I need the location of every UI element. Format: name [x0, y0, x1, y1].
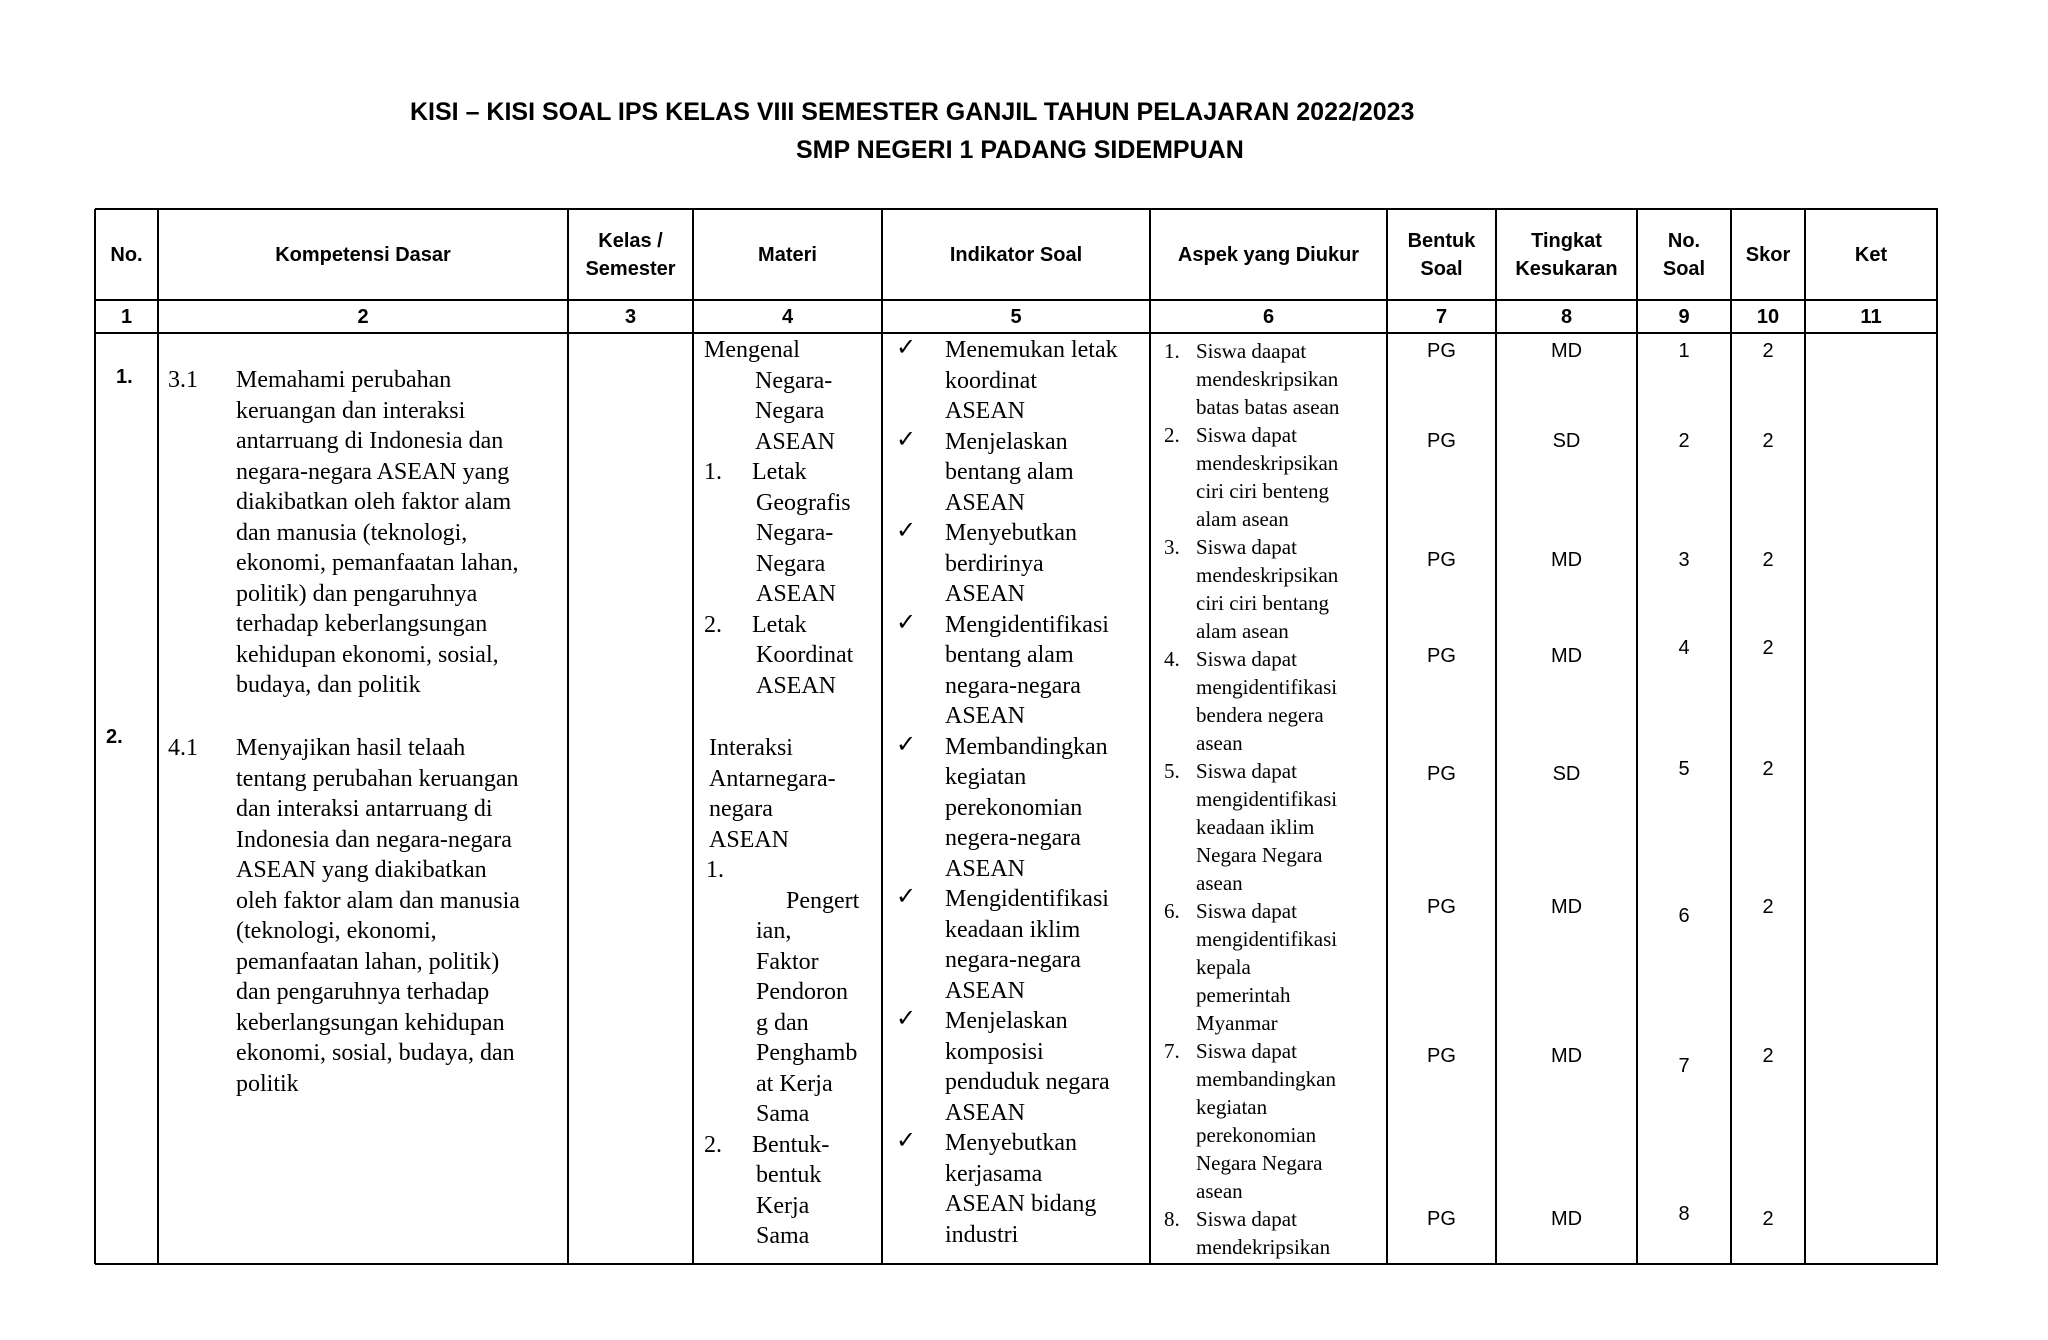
aspek-line: kegiatan [1196, 1095, 1268, 1119]
aspek-line: Siswa dapat [1196, 1039, 1297, 1063]
aspek-line: mendekripsikan [1196, 1235, 1331, 1259]
materi-item-line: ASEAN [756, 672, 837, 699]
aspek-line: ciri ciri bentang [1196, 591, 1329, 615]
materi-item-number: 1. [706, 857, 724, 883]
table-hline [95, 1263, 1938, 1265]
table-vline [1804, 209, 1806, 1264]
aspek-line: mendeskripsikan [1196, 563, 1339, 587]
aspek-number: 7. [1164, 1039, 1180, 1063]
materi-item-line: Negara [756, 550, 826, 577]
aspek-line: Siswa dapat [1196, 647, 1297, 671]
table-vline [157, 209, 159, 1264]
aspek-line: Negara Negara [1196, 843, 1323, 867]
table-hline [95, 332, 1938, 334]
header-indikator-soal: Indikator Soal [949, 243, 1083, 266]
indikator-line: ASEAN [945, 1099, 1026, 1126]
kd-text-line: ekonomi, pemanfaatan lahan, [236, 550, 519, 576]
indikator-line: negera-negara [945, 825, 1081, 851]
materi-item-line: g dan [756, 1009, 809, 1036]
skor-value: 2 [1762, 1208, 1774, 1230]
indikator-line: ASEAN bidang [945, 1191, 1097, 1217]
materi-item-line: Sama [756, 1101, 810, 1127]
kd-text-line: negara-negara ASEAN yang [236, 458, 510, 485]
no-soal-value: 5 [1678, 758, 1690, 780]
aspek-line: asean [1196, 1179, 1243, 1203]
bentuk-soal-value: PG [1427, 1045, 1456, 1067]
header-kompetensi-dasar: Kompetensi Dasar [275, 243, 451, 266]
indikator-line: keadaan iklim [945, 916, 1081, 943]
kd-text-line: tentang perubahan keruangan [236, 765, 519, 792]
table-vline [567, 209, 569, 1264]
skor-value: 2 [1762, 758, 1774, 780]
no-soal-value: 3 [1678, 549, 1690, 571]
tingkat-kesukaran-value: MD [1550, 1208, 1583, 1230]
aspek-number: 6. [1164, 899, 1180, 923]
materi-title-line: Antarnegara- [709, 765, 836, 792]
indikator-line: negara-negara [945, 672, 1081, 699]
indikator-line: Menyebutkan [945, 1130, 1077, 1156]
aspek-line: Myanmar [1196, 1011, 1278, 1035]
bentuk-soal-value: PG [1427, 763, 1456, 785]
kd-text-line: politik) dan pengaruhnya [236, 580, 478, 607]
indikator-line: Mengidentifikasi [945, 611, 1109, 638]
materi-item-line: Letak [752, 459, 807, 485]
kd-text-line: budaya, dan politik [236, 672, 421, 698]
kd-text-line: dan manusia (teknologi, [236, 519, 468, 546]
skor-value: 2 [1762, 637, 1774, 659]
check-icon: ✓ [896, 884, 917, 910]
column-number: 2 [357, 306, 369, 328]
header-bentuk-soal: Bentuk Soal [1407, 229, 1476, 280]
no-soal-value: 8 [1678, 1203, 1690, 1225]
aspek-line: pemerintah [1196, 983, 1291, 1007]
column-number: 7 [1435, 306, 1448, 328]
skor-value: 2 [1762, 896, 1774, 918]
kd-text-line: kehidupan ekonomi, sosial, [236, 641, 499, 668]
indikator-line: Menjelaskan [945, 1008, 1068, 1034]
aspek-line: Siswa dapat [1196, 759, 1297, 783]
indikator-line: koordinat [945, 367, 1037, 394]
aspek-number: 3. [1164, 535, 1180, 559]
kd-text-line: diakibatkan oleh faktor alam [236, 489, 512, 515]
materi-item-line: ASEAN [756, 581, 837, 607]
aspek-line: Siswa dapat [1196, 899, 1297, 923]
aspek-number: 2. [1164, 423, 1180, 447]
indikator-line: industri [945, 1221, 1019, 1248]
materi-item-line: Geografis [756, 489, 851, 516]
materi-item-line: at Kerja [756, 1070, 833, 1097]
materi-title-line: Mengenal [704, 337, 800, 363]
header-skor: Skor [1745, 243, 1791, 266]
kd-text-line: politik [236, 1070, 299, 1097]
kd-code: 4.1 [168, 735, 198, 761]
aspek-line: keadaan iklim [1196, 815, 1315, 839]
skor-value: 2 [1762, 430, 1774, 452]
kd-text-line: keberlangsungan kehidupan [236, 1009, 505, 1036]
check-icon: ✓ [896, 731, 917, 758]
aspek-line: ciri ciri benteng [1196, 479, 1329, 503]
skor-value: 2 [1762, 340, 1774, 362]
table-vline [1495, 209, 1497, 1264]
aspek-line: alam asean [1196, 619, 1289, 643]
column-number: 3 [624, 306, 637, 328]
kd-code: 3.1 [168, 367, 198, 393]
indikator-line: ASEAN [945, 398, 1026, 424]
row-number: 2. [106, 726, 123, 748]
materi-item-number: 2. [704, 611, 722, 638]
kd-text-line: dan pengaruhnya terhadap [236, 979, 490, 1005]
table-vline [94, 209, 96, 1264]
materi-title-line: Interaksi [709, 735, 793, 761]
aspek-line: Siswa daapat [1196, 339, 1307, 363]
materi-item-line: Penghamb [756, 1040, 858, 1066]
tingkat-kesukaran-value: MD [1550, 1045, 1583, 1067]
header-no-soal: No. Soal [1662, 229, 1706, 280]
check-icon: ✓ [896, 518, 917, 544]
column-number: 1 [120, 306, 133, 328]
materi-title-line: Negara- [755, 367, 833, 394]
indikator-line: kerjasama [945, 1160, 1043, 1187]
materi-item-line: Faktor [756, 948, 819, 975]
skor-value: 2 [1762, 549, 1774, 571]
indikator-line: Mengidentifikasi [945, 886, 1109, 912]
check-icon: ✓ [896, 335, 917, 361]
kd-text-line: ASEAN yang diakibatkan [236, 857, 487, 883]
table-vline [1730, 209, 1732, 1264]
aspek-line: Siswa dapat [1196, 535, 1297, 559]
aspek-number: 5. [1164, 759, 1180, 783]
bentuk-soal-value: PG [1427, 549, 1456, 571]
aspek-line: perekonomian [1196, 1123, 1317, 1147]
kd-text-line: oleh faktor alam dan manusia [236, 887, 520, 914]
table-vline [692, 209, 694, 1264]
column-number: 5 [1010, 306, 1022, 328]
aspek-line: Negara Negara [1196, 1151, 1323, 1175]
table-vline [1386, 209, 1388, 1264]
materi-item-line: bentuk [756, 1162, 822, 1188]
aspek-line: asean [1196, 731, 1243, 755]
tingkat-kesukaran-value: MD [1550, 645, 1583, 667]
aspek-line: asean [1196, 871, 1243, 895]
aspek-line: Siswa dapat [1196, 1207, 1297, 1231]
kd-text-line: ekonomi, sosial, budaya, dan [236, 1040, 515, 1066]
header-aspek-yang-diukur: Aspek yang Diukur [1177, 243, 1360, 266]
indikator-line: komposisi [945, 1038, 1044, 1065]
materi-item-line: Sama [756, 1223, 810, 1249]
tingkat-kesukaran-value: MD [1550, 340, 1583, 362]
no-soal-value: 7 [1678, 1055, 1690, 1077]
header-no: No. [110, 243, 143, 266]
indikator-line: Membandingkan [945, 733, 1108, 760]
column-number: 8 [1560, 306, 1573, 328]
check-icon: ✓ [896, 1006, 917, 1032]
bentuk-soal-value: PG [1427, 430, 1456, 452]
materi-item-number: 1. [704, 459, 722, 485]
table-vline [1636, 209, 1638, 1264]
tingkat-kesukaran-value: SD [1552, 430, 1581, 452]
indikator-line: berdirinya [945, 550, 1044, 577]
column-number: 6 [1262, 306, 1275, 328]
materi-item-line: Letak [752, 611, 807, 638]
column-number: 9 [1678, 306, 1690, 328]
header-materi: Materi [758, 243, 817, 266]
header-kelas-semester: Kelas / Semester [585, 229, 676, 280]
indikator-line: ASEAN [945, 703, 1026, 729]
table-vline [881, 209, 883, 1264]
aspek-line: mengidentifikasi [1196, 675, 1338, 699]
kd-text-line: keruangan dan interaksi [236, 397, 466, 424]
materi-item-line: Kerja [756, 1192, 810, 1219]
indikator-line: bentang alam [945, 459, 1074, 485]
materi-title-line: ASEAN [755, 428, 836, 455]
kd-text-line: Indonesia dan negara-negara [236, 826, 512, 853]
table-vline [1936, 209, 1938, 1264]
tingkat-kesukaran-value: MD [1550, 549, 1583, 571]
header-ket: Ket [1854, 243, 1888, 266]
indikator-line: Menyebutkan [945, 520, 1077, 546]
check-icon: ✓ [896, 609, 917, 636]
check-icon: ✓ [896, 426, 917, 453]
indikator-line: perekonomian [945, 794, 1083, 821]
bentuk-soal-value: PG [1427, 896, 1456, 918]
materi-item-line: Pendoron [756, 979, 848, 1005]
materi-item-line: Koordinat [756, 642, 854, 668]
column-number: 11 [1860, 306, 1882, 328]
bentuk-soal-value: PG [1427, 645, 1456, 667]
aspek-line: membandingkan [1196, 1067, 1336, 1091]
indikator-line: bentang alam [945, 642, 1074, 668]
materi-item-number: 2. [704, 1131, 722, 1158]
no-soal-value: 6 [1678, 905, 1690, 927]
aspek-line: Siswa dapat [1196, 423, 1297, 447]
kd-text-line: terhadap keberlangsungan [236, 611, 488, 637]
kd-text-line: Memahami perubahan [236, 367, 452, 393]
kd-text-line: (teknologi, ekonomi, [236, 918, 437, 944]
document-title-line-1: KISI – KISI SOAL IPS KELAS VIII SEMESTER GANJIL TAHUN PELAJARAN 2022/2023 [410, 98, 1415, 126]
kd-text-line: pemanfaatan lahan, politik) [236, 948, 500, 975]
skor-value: 2 [1762, 1045, 1774, 1067]
check-icon: ✓ [896, 1128, 917, 1154]
aspek-line: kepala [1196, 955, 1251, 979]
aspek-number: 8. [1164, 1207, 1180, 1231]
indikator-line: Menemukan letak [945, 337, 1118, 363]
aspek-line: mengidentifikasi [1196, 787, 1338, 811]
aspek-number: 1. [1164, 339, 1180, 363]
aspek-line: bendera negera [1196, 703, 1324, 727]
aspek-line: alam asean [1196, 507, 1289, 531]
indikator-line: ASEAN [945, 977, 1026, 1004]
bentuk-soal-value: PG [1427, 1208, 1456, 1230]
tingkat-kesukaran-value: MD [1550, 896, 1583, 918]
row-number: 1. [116, 366, 133, 388]
bentuk-soal-value: PG [1427, 340, 1456, 362]
no-soal-value: 1 [1678, 340, 1690, 362]
materi-item-line: Negara- [756, 520, 834, 546]
kd-text-line: antarruang di Indonesia dan [236, 428, 504, 454]
document-title-line-2: SMP NEGERI 1 PADANG SIDEMPUAN [796, 136, 1244, 164]
materi-item-line: Pengert [786, 887, 860, 914]
aspek-line: batas batas asean [1196, 395, 1340, 419]
column-number: 4 [781, 306, 794, 328]
kd-text-line: dan interaksi antarruang di [236, 796, 493, 822]
no-soal-value: 4 [1678, 637, 1690, 659]
materi-item-line: ian, [756, 918, 792, 944]
aspek-line: mengidentifikasi [1196, 927, 1338, 951]
indikator-line: penduduk negara [945, 1069, 1110, 1095]
aspek-line: mendeskripsikan [1196, 367, 1339, 391]
materi-title-line: negara [709, 796, 773, 822]
indikator-line: ASEAN [945, 489, 1026, 516]
table-vline [1149, 209, 1151, 1264]
kd-text-line: Menyajikan hasil telaah [236, 735, 466, 761]
indikator-line: Menjelaskan [945, 428, 1068, 455]
indikator-line: ASEAN [945, 855, 1026, 882]
header-tingkat-kesukaran: Tingkat Kesukaran [1515, 229, 1618, 280]
indikator-line: ASEAN [945, 581, 1026, 607]
materi-item-line: Bentuk- [752, 1131, 830, 1158]
column-number: 10 [1756, 306, 1780, 328]
no-soal-value: 2 [1678, 430, 1690, 452]
materi-title-line: ASEAN [709, 826, 790, 853]
materi-title-line: Negara [755, 398, 825, 424]
indikator-line: negara-negara [945, 947, 1081, 973]
aspek-number: 4. [1164, 647, 1180, 671]
aspek-line: mendeskripsikan [1196, 451, 1339, 475]
tingkat-kesukaran-value: SD [1552, 763, 1581, 785]
indikator-line: kegiatan [945, 764, 1027, 790]
